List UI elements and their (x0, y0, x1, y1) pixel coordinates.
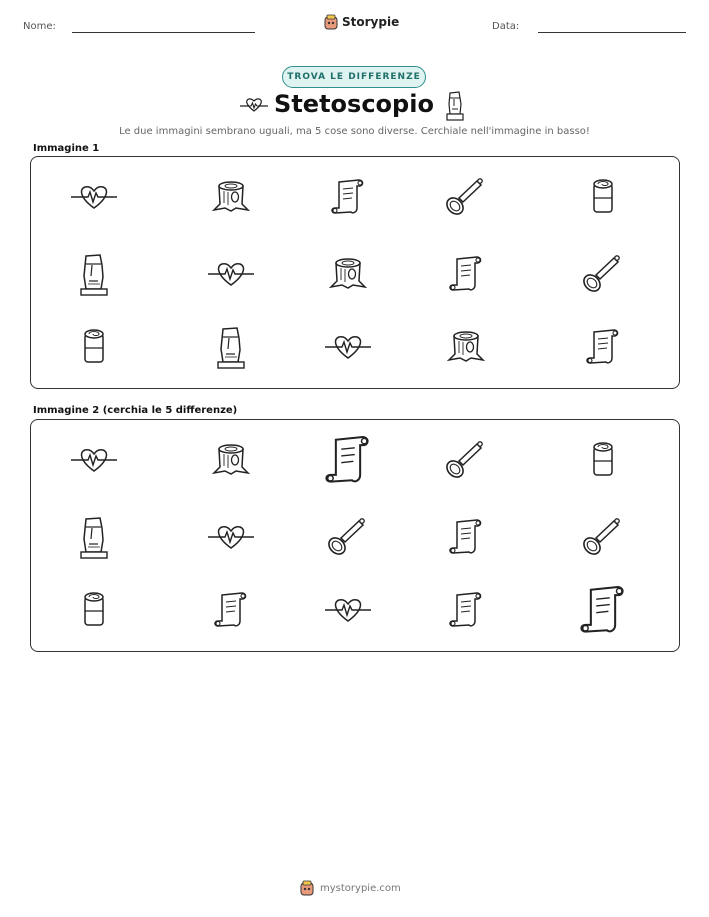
storypie-mascot-icon (324, 14, 338, 30)
trumpet-icon[interactable] (578, 512, 628, 562)
scroll-icon[interactable] (314, 426, 382, 494)
picture-panel-1 (30, 156, 680, 389)
instructions: Le due immagini sembrano uguali, ma 5 cose sono diverse. Cerchiale nell'immagine in basso! (119, 126, 590, 137)
name-label: Nome: (23, 21, 56, 32)
log-icon[interactable] (69, 585, 119, 635)
storypie-mascot-icon (300, 880, 314, 896)
activity-badge: TROVA LE DIFFERENZE (282, 66, 426, 88)
heartbeat-icon (323, 322, 373, 372)
stump-icon (441, 322, 491, 372)
heartbeat-icon[interactable] (206, 512, 256, 562)
panel2-label: Immagine 2 (cerchia le 5 differenze) (33, 405, 238, 416)
date-label: Data: (492, 21, 520, 32)
log-icon (69, 322, 119, 372)
moai-icon[interactable] (69, 512, 119, 562)
trumpet-icon[interactable] (323, 512, 373, 562)
brand-name: Storypie (342, 15, 400, 29)
page-title: Stetoscopio (274, 90, 434, 118)
brand-logo (324, 14, 399, 30)
moai-icon (444, 90, 466, 122)
footer (300, 880, 410, 896)
date-field[interactable] (538, 32, 686, 33)
scroll-icon[interactable] (569, 576, 637, 644)
scroll-icon[interactable] (441, 512, 491, 562)
stump-icon (323, 249, 373, 299)
heartbeat-icon (69, 172, 119, 222)
heartbeat-icon (206, 249, 256, 299)
log-icon (578, 172, 628, 222)
moai-icon (69, 249, 119, 299)
log-icon[interactable] (578, 435, 628, 485)
scroll-icon (323, 172, 373, 222)
picture-panel-2[interactable] (30, 419, 680, 652)
panel1-label: Immagine 1 (33, 143, 100, 154)
footer-site: mystorypie.com (320, 882, 401, 894)
trumpet-icon (441, 172, 491, 222)
trumpet-icon[interactable] (441, 435, 491, 485)
heartbeat-icon[interactable] (323, 585, 373, 635)
scroll-icon (578, 322, 628, 372)
scroll-icon (441, 249, 491, 299)
moai-icon (206, 322, 256, 372)
trumpet-icon (578, 249, 628, 299)
stump-icon[interactable] (206, 435, 256, 485)
scroll-icon[interactable] (441, 585, 491, 635)
scroll-icon[interactable] (206, 585, 256, 635)
stump-icon (206, 172, 256, 222)
name-field[interactable] (72, 32, 255, 33)
heartbeat-icon[interactable] (69, 435, 119, 485)
